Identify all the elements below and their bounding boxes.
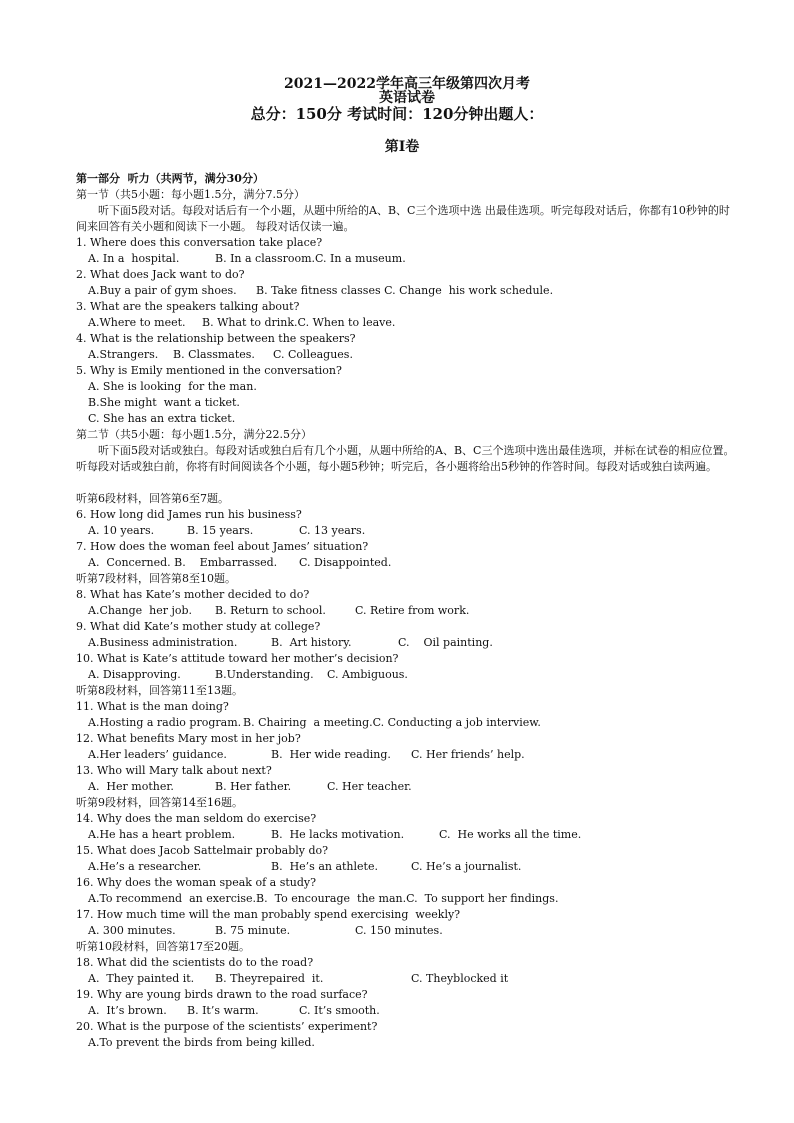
option: B. What to drink.C. When to leave. (202, 316, 396, 329)
option: C. Theyblocked it (411, 972, 509, 985)
option: B. He’s an athlete. (271, 860, 378, 873)
option: C. It’s smooth. (299, 1004, 380, 1017)
question-17-options (76, 923, 736, 939)
exam-title: 2021—2022学年高三年级第四次月考 (284, 76, 530, 92)
option: C. Oil painting. (398, 636, 493, 649)
option: B. Chairing a meeting.C. Conducting a job interview. (243, 716, 541, 729)
option: A. Concerned. B. Embarrassed. (88, 556, 278, 569)
question-10: 10. What is Kate’s attitude toward her mother’s decision? (76, 652, 399, 665)
option: C. Her friends’ help. (411, 748, 525, 761)
option: C. Her teacher. (327, 780, 412, 793)
question-8-options (76, 603, 736, 619)
material-7-heading: 听第7段材料，回答第8至10题。 (76, 572, 236, 585)
option: A. Disapproving. (88, 668, 181, 681)
part1-heading: 第一部分 听力（共两节，满分30分） (76, 172, 264, 185)
question-6: 6. How long did James run his business? (76, 508, 302, 521)
option: A. Her mother. (88, 780, 174, 793)
question-2-options (76, 283, 736, 299)
option: C. Ambiguous. (327, 668, 408, 681)
option: A. 300 minutes. (88, 924, 176, 937)
question-19-options (76, 1003, 736, 1019)
question-16-options: A.To recommend an exercise.B. To encourage the man.C. To support her findings. (88, 892, 559, 905)
option: A.Strangers. (88, 348, 159, 361)
option: B.Understanding. (215, 668, 314, 681)
option: B. Theyrepaired it. (215, 972, 324, 985)
question-13-options (76, 779, 736, 795)
listening-section (76, 171, 736, 1051)
exam-subject: 英语试卷 (379, 90, 435, 106)
question-7-options (76, 555, 736, 571)
question-1: 1. Where does this conversation take place? (76, 236, 323, 249)
volume-heading: 第Ⅰ卷 (384, 139, 420, 155)
option: C. 13 years. (299, 524, 366, 537)
material-6-heading: 听第6段材料，回答第6至7题。 (76, 492, 229, 505)
material-8-heading: 听第8段材料，回答第11至13题。 (76, 684, 243, 697)
question-5-option-c: C. She has an extra ticket. (88, 412, 236, 425)
section2-instructions: 听下面5段对话或独白。每段对话或独白后有几个小题，从题中所给的A、B、C三个选项中选出最佳选项，并标在试卷的相应位置。听每段对话或独白前，你将有时间阅读各个小题，每小题5秒钟；听完后，各小题将给出5秒钟的作答时间。每段对话或独白读两遍。 (76, 444, 735, 473)
question-11: 11. What is the man doing? (76, 700, 229, 713)
question-2: 2. What does Jack want to do? (76, 268, 245, 281)
option: A. They painted it. (88, 972, 195, 985)
question-18: 18. What did the scientists do to the road? (76, 956, 314, 969)
question-14-options (76, 827, 736, 843)
option: C. Colleagues. (273, 348, 353, 361)
option: A.Buy a pair of gym shoes. (88, 284, 237, 297)
question-17: 17. How much time will the man probably spend exercising weekly? (76, 908, 461, 921)
question-4: 4. What is the relationship between the speakers? (76, 332, 356, 345)
option: A.Change her job. (88, 604, 193, 617)
option: A.Business administration. (88, 636, 238, 649)
option: B. It’s warm. (187, 1004, 259, 1017)
question-3-options (76, 315, 736, 331)
question-20: 20. What is the purpose of the scientists’ experiment? (76, 1020, 378, 1033)
question-3: 3. What are the speakers talking about? (76, 300, 300, 313)
option: B. Art history. (271, 636, 352, 649)
question-7: 7. How does the woman feel about James’ situation? (76, 540, 369, 553)
material-10-heading: 听第10段材料，回答第17至20题。 (76, 940, 250, 953)
option: B. In a classroom.C. In a museum. (215, 252, 406, 265)
option: C. He’s a journalist. (411, 860, 522, 873)
option: A.He’s a researcher. (88, 860, 202, 873)
exam-score-line: 总分：150分 考试时间：120分钟出题人： (250, 105, 544, 123)
option: C. He works all the time. (439, 828, 582, 841)
question-14: 14. Why does the man seldom do exercise? (76, 812, 317, 825)
section2-heading: 第二节（共5小题：每小题1.5分，满分22.5分） (76, 428, 312, 441)
question-19: 19. Why are young birds drawn to the road surface? (76, 988, 368, 1001)
option: A.He has a heart problem. (88, 828, 236, 841)
option: B. He lacks motivation. (271, 828, 405, 841)
option: A. 10 years. (88, 524, 155, 537)
option: A.Where to meet. (88, 316, 186, 329)
question-12-options (76, 747, 736, 763)
option: B. 75 minute. (215, 924, 291, 937)
question-10-options (76, 667, 736, 683)
option: A.Hosting a radio program. (88, 716, 242, 729)
question-5-option-a: A. She is looking for the man. (88, 380, 257, 393)
section1-heading: 第一节（共5小题：每小题1.5分，满分7.5分） (76, 188, 305, 201)
option: B. Her wide reading. (271, 748, 391, 761)
option: B. Return to school. (215, 604, 326, 617)
question-20-option-a: A.To prevent the birds from being killed. (88, 1036, 315, 1049)
option: C. Retire from work. (355, 604, 470, 617)
question-9-options (76, 635, 736, 651)
option: B. 15 years. (187, 524, 254, 537)
option: B. Take fitness classes C. Change his work schedule. (256, 284, 554, 297)
option: C. 150 minutes. (355, 924, 443, 937)
option: A. It’s brown. (88, 1004, 167, 1017)
question-8: 8. What has Kate’s mother decided to do? (76, 588, 310, 601)
question-16: 16. Why does the woman speak of a study? (76, 876, 316, 889)
question-12: 12. What benefits Mary most in her job? (76, 732, 301, 745)
option: A. In a hospital. (88, 252, 180, 265)
question-13: 13. Who will Mary talk about next? (76, 764, 272, 777)
section1-instructions: 听下面5段对话。每段对话后有一个小题，从题中所给的A、B、C三个选项中选 出最佳选项。听完每段对话后，你都有10秒钟的时间来回答有关小题和阅读下一小题。 每段对话仅读一遍。 (76, 204, 730, 233)
question-5: 5. Why is Emily mentioned in the conversation? (76, 364, 342, 377)
option: B. Classmates. (173, 348, 255, 361)
question-15: 15. What does Jacob Sattelmair probably do? (76, 844, 329, 857)
option: C. Disappointed. (299, 556, 392, 569)
question-6-options (76, 523, 736, 539)
option: B. Her father. (215, 780, 292, 793)
question-5-option-b: B.She might want a ticket. (88, 396, 240, 409)
material-9-heading: 听第9段材料，回答第14至16题。 (76, 796, 243, 809)
question-15-options (76, 859, 736, 875)
question-4-options (76, 347, 736, 363)
option: A.Her leaders’ guidance. (88, 748, 227, 761)
question-11-options (76, 715, 736, 731)
question-1-options (76, 251, 736, 267)
question-18-options (76, 971, 736, 987)
question-9: 9. What did Kate’s mother study at college? (76, 620, 321, 633)
